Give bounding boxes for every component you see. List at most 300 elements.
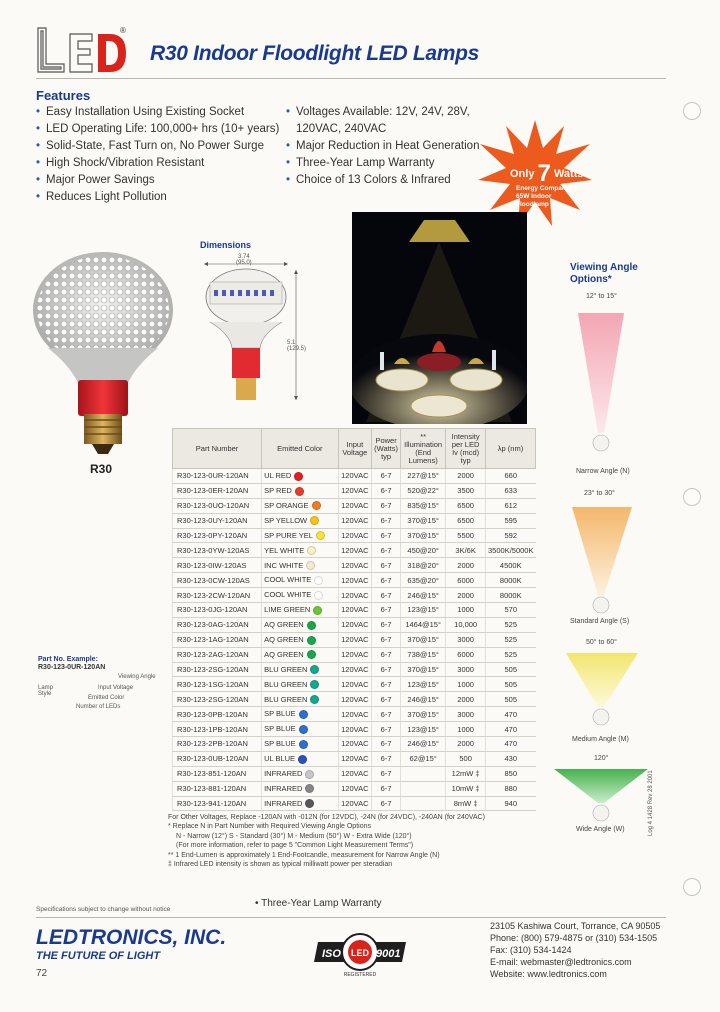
dim-height-label [287,340,306,352]
feature-item: • Major Reduction in Heat Generation [286,138,496,155]
power-cell [372,483,401,498]
power-cell-text: 6-7 [380,471,392,481]
intensity-cell-text: 6000 [457,650,474,660]
color-swatch-icon [312,501,321,510]
part-number-cell-text: R30-123-1AG-120AN [177,635,249,645]
intensity-cell-text: 3000 [457,665,474,675]
intensity-cell [446,603,486,618]
part-example-number-of-leds: Number of LEDs [76,704,121,710]
illumination-cell-text: 370@15° [407,635,439,645]
intensity-cell-text: 1000 [457,724,474,734]
wavelength-cell-text: 570 [504,605,517,615]
footnote: ‡ Infrared LED intensity is shown as typical milliwatt power per steradian [168,861,393,869]
table-setting-photo [352,212,527,424]
power-cell [372,796,401,811]
part-number-cell [173,573,262,588]
intensity-cell-text: 2000 [457,694,474,704]
wavelength-cell-text: 880 [504,784,517,794]
intensity-cell [446,543,486,558]
burst-subtext: Energy Compared to 65W Indoor Floodlamp [516,185,580,208]
power-cell-text: 6-7 [380,754,392,764]
intensity-cell-text: 10,000 [454,620,478,630]
color-swatch-icon [305,784,314,793]
input-voltage-cell [338,737,372,752]
power-cell-text: 6-7 [380,560,392,570]
header-part-number: Part Number [173,429,262,469]
wide-beam [554,769,648,803]
table-row [173,647,536,662]
intensity-cell-text: 6000 [457,575,474,585]
power-cell [372,677,401,692]
wavelength-cell-text: 3500K/5000K [488,545,534,555]
intensity-cell [446,781,486,796]
input-voltage-cell-text: 120VAC [341,486,369,496]
header-power: Power (Watts) typ [372,429,401,469]
wide-angle-label: Wide Angle (W) [576,826,625,833]
part-number-cell-text: R30-123-0PB-120AN [177,709,248,719]
burst-only: Only [510,168,535,180]
part-number-cell [173,543,262,558]
punch-hole [683,878,701,896]
intensity-cell [446,662,486,677]
header-illumination: ** Illumination (End Lumens) [401,429,446,469]
color-swatch-icon [310,680,319,689]
part-number-cell-text: R30-123-0UR-120AN [177,471,249,481]
intensity-cell-text: 2000 [457,590,474,600]
wavelength-cell-text: 8000K [499,590,522,600]
part-number-cell-text: R30-123-881-120AN [177,784,247,794]
input-voltage-cell-text: 120VAC [341,471,369,481]
input-voltage-cell [338,647,372,662]
table-row [173,513,536,528]
input-voltage-cell [338,513,372,528]
feature-item: • Major Power Savings [36,172,286,189]
wavelength-cell-text: 4500K [499,560,522,570]
part-number-cell [173,483,262,498]
input-voltage-cell [338,707,372,722]
features-list-right [286,104,496,189]
input-voltage-cell-text: 120VAC [341,620,369,630]
wavelength-cell-text: 470 [504,724,517,734]
illumination-cell [401,513,446,528]
part-example-emitted-color: Emitted Color [88,695,125,701]
wavelength-cell-text: 505 [504,665,517,675]
part-example-code: R30-123-0UR-120AN [38,664,106,671]
table-row [173,483,536,498]
intensity-cell [446,766,486,781]
color-swatch-icon [295,487,304,496]
email-line: E-mail: webmaster@ledtronics.com [490,957,632,967]
emitted-color-cell-text: INC WHITE [264,560,304,570]
wavelength-cell [486,498,536,513]
wavelength-cell-text: 505 [504,679,517,689]
emitted-color-cell [262,558,338,573]
color-swatch-icon [314,576,323,585]
color-swatch-icon [307,650,316,659]
part-number-cell [173,662,262,677]
intensity-cell-text: 5500 [457,531,474,540]
emitted-color-cell-text: AQ GREEN [264,634,304,644]
wavelength-cell-text: 525 [504,650,517,660]
features-heading: Features [36,88,91,103]
power-cell-text: 6-7 [380,784,392,794]
part-number-cell-text: R30-123-2SG-120AN [177,694,249,704]
input-voltage-cell [338,469,372,484]
table-row [173,603,536,618]
narrow-angle-label: Narrow Angle (N) [576,468,630,475]
power-cell [372,781,401,796]
illumination-cell-text: 246@15° [407,694,439,704]
wavelength-cell [486,677,536,692]
emitted-color-cell [262,751,338,766]
part-number-cell-text: R30-123-0UO-120AN [177,501,250,511]
input-voltage-cell [338,573,372,588]
wavelength-cell [486,528,536,543]
wavelength-cell-text: 595 [504,516,517,526]
emitted-color-cell [262,617,338,632]
part-number-cell-text: R30-123-0JG-120AN [177,605,248,615]
power-cell [372,558,401,573]
illumination-cell [401,483,446,498]
illumination-cell [401,588,446,603]
emitted-color-cell-text: SP ORANGE [264,500,309,510]
illumination-cell [401,528,446,543]
illumination-cell-text: 62@15° [409,754,437,764]
feature-item: • Reduces Light Pollution [36,189,286,206]
illumination-cell-text: 370@15° [407,531,439,540]
emitted-color-cell-text: AQ GREEN [264,620,304,630]
color-swatch-icon [294,472,303,481]
iso-registered-text: REGISTERED [343,972,377,978]
part-number-cell-text: R30-123-2PB-120AN [177,739,248,749]
part-number-cell-text: R30-123-0CW-120AS [177,575,250,585]
page-title: R30 Indoor Floodlight LED Lamps [150,42,480,65]
intensity-cell-text: 10mW ‡ [451,784,480,794]
feature-item: • Three-Year Lamp Warranty [286,155,496,172]
intensity-cell-text: 2000 [457,560,474,570]
part-number-cell [173,513,262,528]
warranty-note: • Three-Year Lamp Warranty [255,898,382,909]
intensity-cell [446,573,486,588]
input-voltage-cell [338,722,372,737]
power-cell-text: 6-7 [380,516,392,526]
illumination-cell-text: 835@15° [407,501,439,511]
illumination-cell [401,751,446,766]
power-cell-text: 6-7 [380,799,392,809]
table-row [173,573,536,588]
power-cell [372,513,401,528]
illumination-cell [401,617,446,632]
part-number-cell [173,737,262,752]
power-cell [372,751,401,766]
part-number-cell-text: R30-123-2AG-120AN [177,650,249,660]
part-example-viewing-angle: Viewing Angle [118,674,156,680]
illumination-cell [401,469,446,484]
intensity-cell-text: 2000 [457,471,474,481]
wavelength-cell [486,588,536,603]
table-row [173,617,536,632]
burst-unit: Watts [553,168,584,180]
part-number-cell-text: R30-123-0UY-120AN [177,516,248,526]
feature-item: • Solid-State, Fast Turn on, No Power Surge [36,138,286,155]
dim-height: 5.1 [287,340,296,346]
emitted-color-cell-text: COOL WHITE [264,590,312,600]
illumination-cell [401,707,446,722]
illumination-cell [401,722,446,737]
input-voltage-cell [338,751,372,766]
wavelength-cell-text: 940 [504,799,517,809]
illumination-cell-text: 520@22° [407,486,439,496]
input-voltage-cell-text: 120VAC [341,694,369,704]
iso-right-text: 9001 [376,948,401,960]
emitted-color-cell [262,632,338,647]
part-number-cell-text: R30-123-0PY-120AN [177,531,248,540]
power-cell [372,617,401,632]
part-number-cell-text: R30-123-0UB-120AN [177,754,249,764]
iso-left-text: ISO [322,948,341,960]
iso-center-text: LED [351,948,369,958]
wavelength-cell [486,513,536,528]
part-number-cell-text: R30-123-2CW-120AN [177,590,251,600]
emitted-color-cell-text: INFRARED [264,798,303,808]
emitted-color-cell [262,737,338,752]
emitted-color-cell [262,781,338,796]
emitted-color-cell-text: YEL WHITE [264,545,305,555]
feature-item: • Choice of 13 Colors & Infrared [286,172,496,189]
wavelength-cell [486,647,536,662]
wavelength-cell [486,573,536,588]
illumination-cell-text: 246@15° [407,739,439,749]
intensity-cell [446,707,486,722]
color-swatch-icon [313,606,322,615]
illumination-cell [401,543,446,558]
intensity-cell [446,692,486,707]
input-voltage-cell [338,632,372,647]
wavelength-cell [486,662,536,677]
emitted-color-cell-text: UL RED [264,471,292,481]
color-swatch-icon [310,665,319,674]
emitted-color-cell [262,662,338,677]
wavelength-cell [486,483,536,498]
viewing-angle-heading: Viewing Angle Options* [570,262,638,285]
wavelength-cell [486,737,536,752]
website-line: Website: www.ledtronics.com [490,969,607,979]
emitted-color-cell [262,588,338,603]
feature-item: • Easy Installation Using Existing Socket [36,104,286,121]
power-cell-text: 6-7 [380,694,392,704]
power-cell-text: 6-7 [380,739,392,749]
illumination-cell-text: 123@15° [407,679,439,689]
header-intensity: Intensity per LED Iv (mcd) typ [446,429,486,469]
power-cell-text: 6-7 [380,486,392,496]
emitted-color-cell [262,647,338,662]
power-cell-text: 6-7 [380,531,392,540]
company-name: LEDTRONICS, INC. [36,926,227,949]
emitted-color-cell [262,692,338,707]
intensity-cell [446,513,486,528]
bulb-label: R30 [90,462,113,476]
table-row [173,781,536,796]
intensity-cell [446,528,486,543]
emitted-color-cell [262,483,338,498]
intensity-cell-text: 3000 [457,709,474,719]
lamp-bulb-icon [593,805,609,821]
input-voltage-cell-text: 120VAC [341,754,369,764]
part-number-cell [173,796,262,811]
input-voltage-cell [338,498,372,513]
wavelength-cell [486,603,536,618]
illumination-cell [401,558,446,573]
illumination-cell-text: 370@15° [407,665,439,675]
page-number: 72 [36,968,48,979]
input-voltage-cell-text: 120VAC [341,709,369,719]
input-voltage-cell-text: 120VAC [341,679,369,689]
r30-bulb-photo [28,248,178,458]
wavelength-cell [486,722,536,737]
illumination-cell-text: 123@15° [407,605,439,615]
power-cell-text: 6-7 [380,545,392,555]
medium-angle-label: Medium Angle (M) [572,736,629,743]
wavelength-cell [486,707,536,722]
color-swatch-icon [307,546,316,555]
part-number-cell [173,766,262,781]
wavelength-cell-text: 633 [504,486,517,496]
wavelength-cell-text: 592 [504,531,517,540]
color-swatch-icon [310,695,319,704]
address-line: 23105 Kashiwa Court, Torrance, CA 90505 [490,921,661,931]
wavelength-cell [486,632,536,647]
illumination-cell-text: 246@15° [407,590,439,600]
input-voltage-cell [338,796,372,811]
color-swatch-icon [307,621,316,630]
part-number-cell-text: R30-123-0IW-120AS [177,560,247,570]
table-row [173,632,536,647]
input-voltage-cell [338,662,372,677]
wavelength-cell-text: 525 [504,620,517,630]
input-voltage-cell-text: 120VAC [341,590,369,600]
input-voltage-cell [338,528,372,543]
illumination-cell [401,737,446,752]
input-voltage-cell-text: 120VAC [341,501,369,511]
emitted-color-cell-text: BLU GREEN [264,679,308,689]
wavelength-cell [486,781,536,796]
emitted-color-cell [262,498,338,513]
intensity-cell [446,617,486,632]
intensity-cell-text: 3500 [457,486,474,496]
table-row [173,751,536,766]
intensity-cell-text: 8mW ‡ [453,799,478,809]
intensity-cell-text: 3000 [457,635,474,645]
part-number-cell [173,603,262,618]
part-number-cell [173,647,262,662]
table-row [173,662,536,677]
input-voltage-cell-text: 120VAC [341,665,369,675]
part-number-cell [173,692,262,707]
specifications-notice: Specifications subject to change without notice [36,906,171,913]
dimension-drawing [196,252,316,412]
part-number-cell [173,528,262,543]
feature-item: • LED Operating Life: 100,000+ hrs (10+ years) [36,121,286,138]
table-row [173,737,536,752]
part-example-title: Part No. Example: [38,656,98,663]
emitted-color-cell-text: SP YELLOW [264,515,308,525]
intensity-cell-text: 1000 [457,679,474,689]
input-voltage-cell [338,558,372,573]
table-body [173,469,536,811]
wavelength-cell-text: 470 [504,709,517,719]
part-example-input-voltage: Input Voltage [98,685,134,691]
wavelength-cell-text: 430 [504,754,517,764]
intensity-cell-text: 500 [459,754,472,764]
emitted-color-cell-text: BLU GREEN [264,694,308,704]
intensity-cell [446,751,486,766]
power-cell-text: 6-7 [380,724,392,734]
illumination-cell [401,603,446,618]
emitted-color-cell [262,677,338,692]
standard-angle-label: Standard Angle (S) [570,618,630,625]
illumination-cell [401,796,446,811]
power-cell-text: 6-7 [380,650,392,660]
input-voltage-cell [338,692,372,707]
ledtronics-logo [36,24,132,78]
contact-block [490,920,660,980]
emitted-color-cell-text: INFRARED [264,783,303,793]
power-cell-text: 6-7 [380,575,392,585]
medium-angle-range: 50° to 60° [586,639,617,646]
table-row [173,469,536,484]
power-cell [372,469,401,484]
wavelength-cell-text: 470 [504,739,517,749]
punch-hole [683,102,701,120]
input-voltage-cell [338,603,372,618]
emitted-color-cell-text: COOL WHITE [264,575,312,585]
wavelength-cell-text: 8000K [499,575,522,585]
emitted-color-cell-text: SP PURE YEL [264,530,313,540]
wavelength-cell-text: 525 [504,635,517,645]
intensity-cell [446,498,486,513]
power-cell-text: 6-7 [380,679,392,689]
intensity-cell [446,632,486,647]
footnote: For Other Voltages, Replace -120AN with -012N (for 12VDC), -24N (for 24VDC), -240AN (for 240VAC) [168,814,485,821]
header-emitted-color: Emitted Color [262,429,338,469]
power-cell-text: 6-7 [380,620,392,630]
illumination-cell-text: 1464@15° [405,620,441,630]
color-swatch-icon [307,636,316,645]
power-cell [372,528,401,543]
illumination-cell-text: 738@15° [407,650,439,660]
table-header-row [173,429,536,469]
illumination-cell [401,647,446,662]
power-cell [372,707,401,722]
color-swatch-icon [298,755,307,764]
intensity-cell [446,737,486,752]
power-cell [372,662,401,677]
burst-headline [510,160,583,188]
table-footnotes [168,813,548,869]
fax-line: Fax: (310) 534-1424 [490,945,572,955]
intensity-cell [446,796,486,811]
feature-item: • Voltages Available: 12V, 24V, 28V, 120VAC, 240VAC [286,104,496,138]
emitted-color-cell [262,603,338,618]
part-number-cell-text: R30-123-851-120AN [177,769,247,779]
features-list-left [36,104,286,206]
intensity-cell [446,469,486,484]
wide-angle-range: 120° [594,755,609,762]
illumination-cell-text: 318@20° [407,560,439,570]
emitted-color-cell-text: INFRARED [264,769,303,778]
color-swatch-icon [299,710,308,719]
illumination-cell [401,498,446,513]
